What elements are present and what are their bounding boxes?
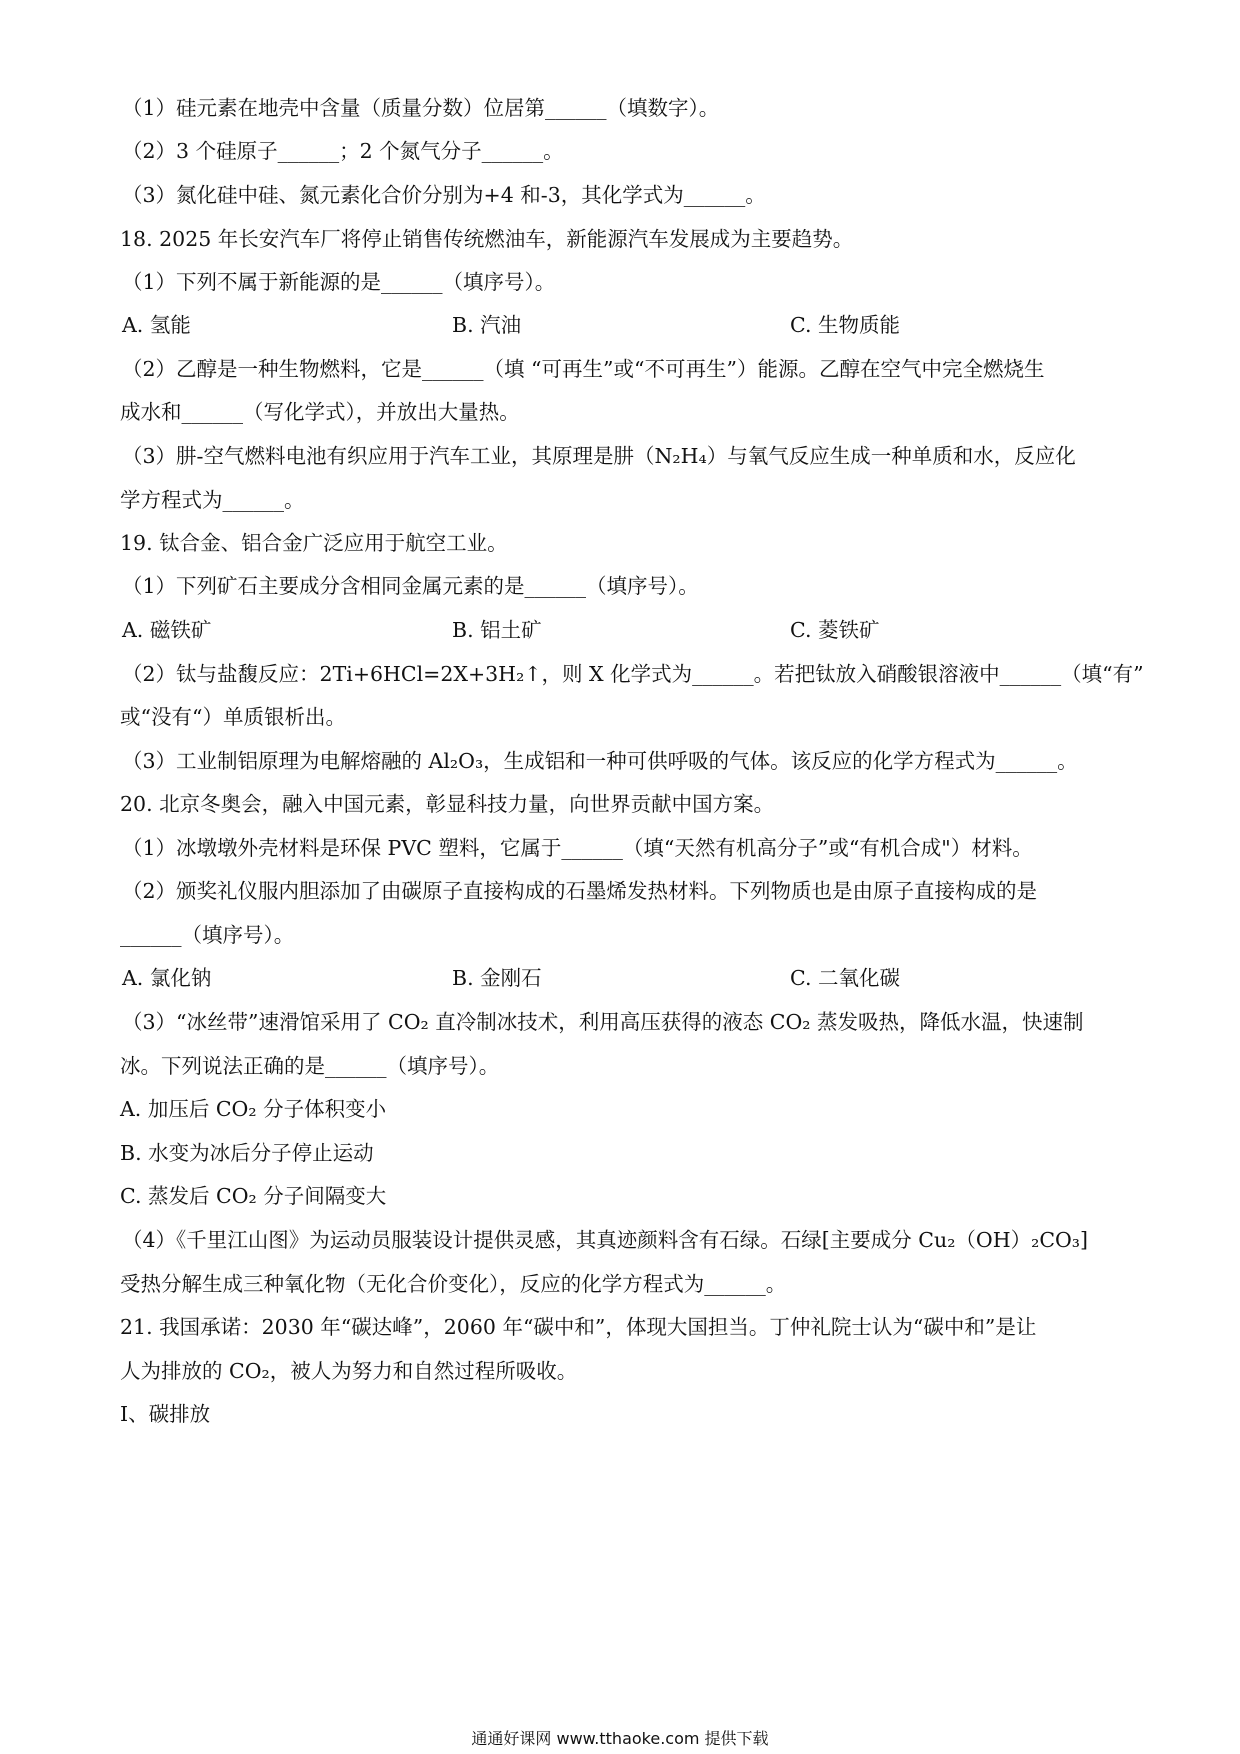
q18-part3: （3）肼-空气燃料电池有织应用于汽车工业，其原理是肼（N₂H₄）与氧气反应生成一种单质和水，反应化 (122, 444, 1076, 468)
q18-option-b: B. 汽油 (452, 313, 522, 337)
q18-part2: （2）乙醇是一种生物燃料，它是______（填 “可再生”或“不可再生”）能源。乙醇在空气中完全燃烧生 (122, 357, 1045, 381)
q20-option-a: A. 氯化钠 (122, 966, 212, 990)
q17-part3: （3）氮化硅中硅、氮元素化合价分别为+4 和-3，其化学式为______。 (122, 183, 766, 207)
q19-option-b: B. 铝土矿 (452, 618, 542, 642)
q18-part3-cont: 学方程式为______。 (120, 488, 305, 512)
q20-option-c: C. 二氧化碳 (790, 966, 900, 990)
q21-stem: 21. 我国承诺：2030 年“碳达峰”，2060 年“碳中和”，体现大国担当。丁仲礼院士认为“碳中和”是让 (120, 1315, 1037, 1339)
q20-option-b: B. 金刚石 (452, 966, 542, 990)
q20-part3-option-c: C. 蒸发后 CO₂ 分子间隔变大 (120, 1184, 387, 1208)
q19-option-a: A. 磁铁矿 (122, 618, 212, 642)
q17-part1: （1）硅元素在地壳中含量（质量分数）位居第______（填数字）。 (122, 96, 720, 120)
q20-part2-cont: ______（填序号）。 (120, 923, 295, 947)
q18-part1: （1）下列不属于新能源的是______（填序号）。 (122, 270, 556, 294)
q19-part1: （1）下列矿石主要成分含相同金属元素的是______（填序号）。 (122, 574, 699, 598)
q20-stem: 20. 北京冬奥会，融入中国元素，彰显科技力量，向世界贡献中国方案。 (120, 792, 775, 816)
q18-option-c: C. 生物质能 (790, 313, 900, 337)
q21-section-heading: Ⅰ、碳排放 (120, 1402, 211, 1426)
q20-part4: （4）《千里江山图》为运动员服装设计提供灵感，其真迹颜料含有石绿。石绿[主要成分 Cu₂（OH）₂CO₃] (122, 1228, 1089, 1252)
q20-part3-option-b: B. 水变为冰后分子停止运动 (120, 1141, 374, 1165)
q18-stem: 18. 2025 年长安汽车厂将停止销售传统燃油车，新能源汽车发展成为主要趋势。 (120, 227, 854, 251)
q21-stem-cont: 人为排放的 CO₂，被人为努力和自然过程所吸收。 (120, 1359, 578, 1383)
q19-option-c: C. 菱铁矿 (790, 618, 880, 642)
q19-part2-cont: 或“没有“）单质银析出。 (120, 705, 346, 729)
q19-stem: 19. 钛合金、铝合金广泛应用于航空工业。 (120, 531, 508, 555)
page-footer: 通通好课网 www.tthaoke.com 提供下载 (471, 1729, 769, 1748)
q20-part2: （2）颁奖礼仪服内胆添加了由碳原子直接构成的石墨烯发热材料。下列物质也是由原子直接构成的是 (122, 879, 1038, 903)
q19-part2: （2）钛与盐馥反应：2Ti+6HCl=2X+3H₂↑，则 X 化学式为______。若把钛放入硝酸银溶液中______（填“有” (122, 662, 1144, 686)
q18-part2-cont: 成水和______（写化学式），并放出大量热。 (120, 400, 520, 424)
q20-part3-option-a: A. 加压后 CO₂ 分子体积变小 (120, 1097, 387, 1121)
q19-part3: （3）工业制铝原理为电解熔融的 Al₂O₃，生成铝和一种可供呼吸的气体。该反应的化学方程式为______。 (122, 749, 1078, 773)
q20-part3: （3）“冰丝带”速滑馆采用了 CO₂ 直冷制冰技术，利用高压获得的液态 CO₂ 蒸发吸热，降低水温，快速制 (122, 1010, 1084, 1034)
q18-option-a: A. 氢能 (122, 313, 191, 337)
q20-part3-cont: 冰。下列说法正确的是______（填序号）。 (120, 1054, 500, 1078)
q20-part1: （1）冰墩墩外壳材料是环保 PVC 塑料，它属于______（填“天然有机高分子”或“有机合成"）材料。 (122, 836, 1033, 860)
q17-part2: （2）3 个硅原子______；2 个氮气分子______。 (122, 139, 564, 163)
q20-part4-cont: 受热分解生成三种氧化物（无化合价变化），反应的化学方程式为______。 (120, 1272, 787, 1296)
